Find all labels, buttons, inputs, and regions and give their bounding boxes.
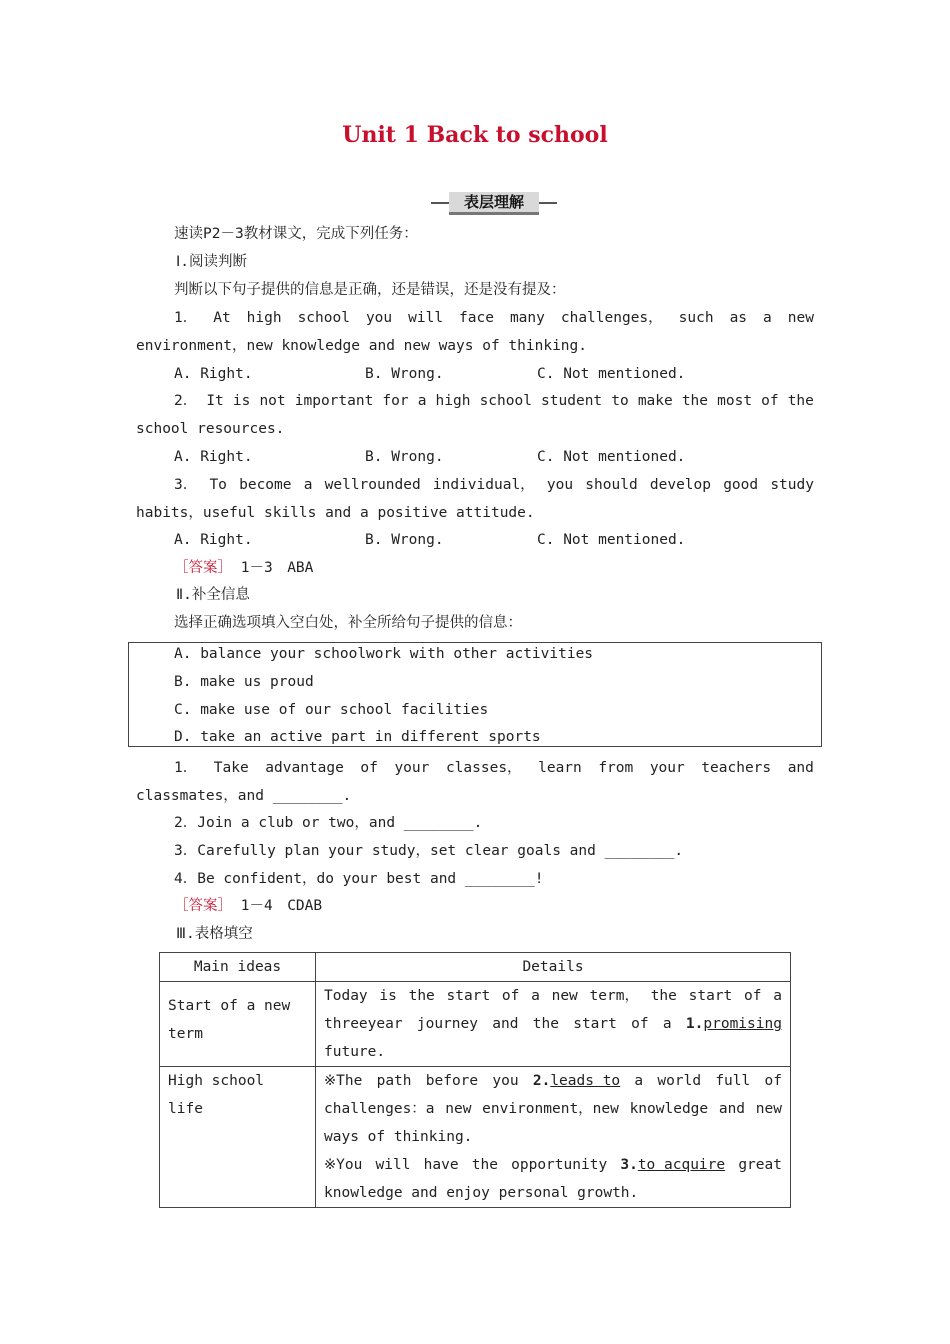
word: school — [479, 393, 532, 409]
row1-main-b: term — [168, 1026, 203, 1042]
word: new — [787, 310, 814, 326]
table-row — [160, 982, 791, 1067]
word: face — [459, 310, 494, 326]
table-row — [160, 1067, 791, 1208]
answer-text: 1－4 CDAB — [240, 898, 323, 914]
banner-rule-right — [539, 202, 557, 204]
word: the — [471, 1157, 498, 1173]
s2-q1-line1 — [174, 758, 814, 778]
word: 1． — [174, 310, 198, 326]
filled-answer: to acquire — [637, 1157, 726, 1173]
word: classes， — [445, 760, 522, 776]
s1-q2-line1 — [174, 391, 814, 411]
word: to — [611, 393, 629, 409]
row2-line5: knowledge and enjoy personal growth. — [324, 1185, 639, 1201]
word: will — [408, 310, 444, 326]
section-banner — [431, 192, 557, 214]
word: a — [417, 393, 427, 409]
s1-q2-opt-b: B. Wrong. — [365, 449, 444, 465]
section3-heading: Ⅲ.表格填空 — [176, 926, 253, 942]
word: environment，new — [482, 1101, 619, 1117]
s1-answer — [174, 558, 313, 578]
row2-line3: ways of thinking. — [324, 1129, 473, 1145]
word: many — [509, 310, 545, 326]
s2-q2: 2．Join a club or two，and ________. — [174, 815, 483, 831]
option-d: D. take an active part in different sports — [174, 729, 541, 745]
ideas-table — [159, 952, 791, 1208]
word: of — [360, 760, 378, 776]
word: a — [773, 988, 782, 1004]
word: the — [650, 988, 677, 1004]
row1-answer — [686, 1010, 782, 1038]
answer-tag: ［答案］ — [174, 560, 232, 576]
word: of — [744, 988, 762, 1004]
word: your — [649, 760, 685, 776]
s1-q3-line1 — [174, 475, 814, 495]
word: threeyear — [324, 1016, 403, 1032]
filled-answer: leads to — [550, 1073, 621, 1089]
row1-details — [316, 982, 791, 1067]
word: start — [688, 988, 733, 1004]
s2-q1-line2: classmates，and ________. — [136, 788, 352, 804]
row2-answer — [533, 1067, 620, 1095]
word: 2． — [174, 393, 198, 409]
blank-number: 1. — [685, 1016, 704, 1032]
row2-details — [316, 1067, 791, 1208]
word: It — [206, 393, 224, 409]
word: you — [492, 1073, 519, 1089]
page-title: Unit 1 Back to school — [342, 122, 608, 148]
word: of — [631, 1016, 649, 1032]
word: is — [232, 393, 251, 409]
word: individual， — [432, 477, 535, 493]
word: study — [770, 477, 814, 493]
s1-q3-line2: habits，useful skills and a positive attitude. — [136, 505, 535, 521]
banner-rule-left — [431, 202, 449, 204]
option-a: A. balance your schoolwork with other activities — [174, 646, 594, 662]
word: To — [209, 477, 227, 493]
word: a — [531, 988, 540, 1004]
header-details: Details — [316, 953, 791, 982]
row2-line2 — [324, 1095, 782, 1123]
blank-number: 2. — [532, 1073, 551, 1089]
word: journey — [416, 1016, 478, 1032]
word: full — [715, 1073, 751, 1089]
section2-instruction: 选择正确选项填入空白处，补全所给句子提供的信息： — [174, 615, 522, 631]
blank-number: 3. — [620, 1157, 638, 1173]
word: will — [375, 1157, 411, 1173]
word: should — [585, 477, 638, 493]
word: such — [678, 310, 714, 326]
row1-line1 — [324, 982, 782, 1010]
word: start — [446, 988, 491, 1004]
word: new — [755, 1101, 782, 1117]
word: from — [598, 760, 634, 776]
word: develop — [649, 477, 711, 493]
s1-q2-opt-a: A. Right. — [174, 449, 253, 465]
word: before — [425, 1073, 479, 1089]
banner-label: 表层理解 — [449, 192, 539, 215]
word: knowledge — [629, 1101, 709, 1117]
s1-q2-opt-c: C. Not mentioned. — [537, 449, 686, 465]
word: important — [294, 393, 374, 409]
word: and — [718, 1101, 746, 1117]
s1-q1-line2: environment，new knowledge and new ways of thinking. — [136, 338, 587, 354]
word: for — [382, 393, 409, 409]
word: start — [573, 1016, 617, 1032]
word: the — [681, 393, 709, 409]
word: the — [408, 988, 435, 1004]
row2-answer-2 — [620, 1151, 725, 1179]
s1-q3-opt-a: A. Right. — [174, 532, 253, 548]
word: become — [239, 477, 292, 493]
s1-q3-opt-b: B. Wrong. — [365, 532, 444, 548]
word: term， — [589, 988, 639, 1004]
filled-answer: promising — [703, 1016, 782, 1032]
word: advantage — [265, 760, 344, 776]
answer-tag: ［答案］ — [174, 898, 232, 914]
row2-line4 — [324, 1151, 782, 1179]
s2-q3: 3．Carefully plan your study，set clear goals and ________. — [174, 843, 684, 859]
s1-q2-line2: school resources. — [136, 421, 285, 437]
header-main-ideas: Main ideas — [160, 953, 316, 982]
word: of — [761, 393, 779, 409]
word: learn — [538, 760, 582, 776]
option-b: B. make us proud — [174, 674, 314, 690]
s1-q1-opt-b: B. Wrong. — [365, 366, 444, 382]
word: most — [717, 393, 753, 409]
s2-answer — [174, 896, 322, 916]
option-c: C. make use of our school facilities — [174, 702, 489, 718]
word: a — [303, 477, 313, 493]
word: and — [492, 1016, 519, 1032]
section1-instruction: 判断以下句子提供的信息是正确，还是错误，还是没有提及： — [174, 282, 566, 298]
intro-text: 速读P2－3教材课文，完成下列任务： — [174, 226, 418, 242]
word: your — [394, 760, 430, 776]
word: school — [297, 310, 350, 326]
row1-line3: future. — [324, 1044, 386, 1060]
word: new — [551, 988, 578, 1004]
word: high — [246, 310, 282, 326]
s1-q3-opt-c: C. Not mentioned. — [537, 532, 686, 548]
word: not — [259, 393, 286, 409]
row1-line2 — [324, 1010, 782, 1038]
table-header-row — [160, 953, 791, 982]
s1-q1-opt-c: C. Not mentioned. — [537, 366, 686, 382]
answer-text: 1－3 ABA — [240, 560, 314, 576]
word: Today — [324, 988, 368, 1004]
word: Take — [213, 760, 249, 776]
word: a — [662, 1016, 672, 1032]
word: opportunity — [511, 1157, 608, 1173]
s2-q4: 4．Be confident，do your best and ________! — [174, 871, 544, 887]
word: of — [764, 1073, 782, 1089]
word: of — [501, 988, 520, 1004]
word: is — [379, 988, 397, 1004]
word: a — [634, 1073, 644, 1089]
word: the — [787, 393, 814, 409]
word: ※The — [324, 1073, 363, 1089]
word: a — [763, 310, 772, 326]
s1-q1-line1 — [174, 308, 814, 328]
word: student — [541, 393, 603, 409]
word: as — [729, 310, 748, 326]
word: have — [423, 1157, 459, 1173]
word: world — [657, 1073, 702, 1089]
s1-q1-opt-a: A. Right. — [174, 366, 253, 382]
section1-heading: Ⅰ.阅读判断 — [176, 254, 248, 270]
row2-line1 — [324, 1067, 782, 1095]
section2-heading: Ⅱ.补全信息 — [176, 587, 250, 603]
word: good — [723, 477, 759, 493]
word: challenges：a — [324, 1101, 435, 1117]
word: 3． — [174, 477, 198, 493]
word: you — [365, 310, 393, 326]
word: great — [738, 1157, 782, 1173]
word: and — [787, 760, 814, 776]
word: path — [376, 1073, 412, 1089]
word: new — [445, 1101, 472, 1117]
word: 1． — [174, 760, 198, 776]
row1-main-a: Start of a new — [168, 998, 291, 1014]
word: make — [637, 393, 673, 409]
row2-main-idea: High school life — [160, 1067, 316, 1208]
word: you — [546, 477, 574, 493]
word: ※You — [324, 1157, 363, 1173]
word: the — [532, 1016, 559, 1032]
word: high — [435, 393, 471, 409]
word: teachers — [701, 760, 772, 776]
row1-main-idea — [160, 982, 316, 1067]
word: wellrounded — [324, 477, 421, 493]
word: challenges， — [560, 310, 663, 326]
word: At — [213, 310, 231, 326]
